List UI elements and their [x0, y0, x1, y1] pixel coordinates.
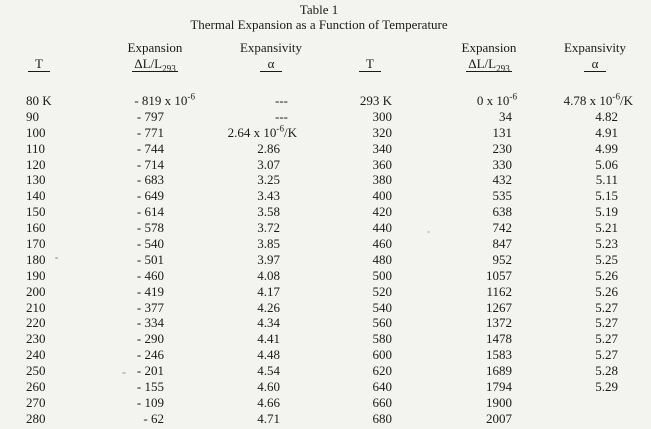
cell-t-left: 230 [26, 331, 46, 347]
cell-expansivity-right: 4.82 [595, 108, 618, 124]
header-t-label: T [28, 56, 50, 72]
cell-expansivity-left: 3.97 [257, 251, 280, 267]
cell-expansivity-right: 5.29 [595, 379, 618, 395]
table-row [0, 363, 651, 379]
cell-expansivity-right: 5.28 [595, 363, 618, 379]
cell-expansion-right: 1794 [486, 379, 512, 395]
cell-t-right: 680 [372, 410, 392, 426]
cell-expansion-right: 1372 [486, 315, 512, 331]
cell-t-left: 180 [26, 251, 46, 267]
cell-expansion-left: - 201 [136, 363, 164, 379]
cell-expansivity-left: 2.64 x $10^{-6}/K$ [227, 123, 297, 140]
cell-t-left: 170 [26, 236, 46, 252]
scan-speck [122, 372, 126, 374]
cell-t-left: 270 [26, 394, 46, 410]
cell-t-left: 200 [26, 283, 46, 299]
header-expansivity-word: Expansivity [563, 40, 627, 55]
cell-expansivity-left: 3.85 [257, 236, 280, 252]
cell-expansion-right: 432 [492, 172, 512, 188]
cell-t-right: 480 [372, 251, 392, 267]
header-alpha-symbol: α [584, 56, 607, 72]
cell-t-right: 300 [372, 108, 392, 124]
table-title: Thermal Expansion as a Function of Temperature [190, 17, 448, 32]
table-row [0, 125, 651, 141]
cell-expansivity-left: 4.60 [257, 379, 280, 395]
cell-expansion-left: - 771 [136, 124, 164, 140]
cell-expansion-right: 847 [492, 236, 512, 252]
scan-speck [427, 231, 430, 233]
cell-expansivity-right: 5.26 [595, 267, 618, 283]
column-header-t-left [13, 40, 65, 72]
header-alpha-symbol: α [260, 56, 283, 72]
cell-t-right: 580 [372, 331, 392, 347]
table-rows [0, 93, 651, 427]
cell-t-right: 440 [372, 220, 392, 236]
table-row [0, 315, 651, 331]
header-expansion-symbol: $\Delta L/L_{293}$ [468, 56, 510, 74]
cell-expansion-left: - 501 [136, 251, 164, 267]
header-spacer [13, 40, 65, 56]
table-row [0, 411, 651, 427]
cell-expansivity-left: 4.17 [257, 283, 280, 299]
cell-expansion-left: - 649 [136, 188, 164, 204]
cell-t-left: 80 K [26, 93, 52, 108]
table-row [0, 331, 651, 347]
table-row [0, 252, 651, 268]
column-header-expansion-right [439, 40, 539, 72]
cell-expansion-left: - 109 [136, 394, 164, 410]
cell-expansivity-right: 5.21 [595, 220, 618, 236]
cell-t-right: 420 [372, 204, 392, 220]
cell-expansivity-right: 5.11 [595, 172, 618, 188]
table-row [0, 395, 651, 411]
cell-expansion-right: 131 [492, 124, 512, 140]
cell-expansivity-left: 4.34 [257, 315, 280, 331]
cell-t-left: 90 [26, 108, 39, 124]
cell-expansion-right: 330 [492, 156, 512, 172]
table-row [0, 268, 651, 284]
cell-t-right: 620 [372, 363, 392, 379]
cell-expansion-right: 2007 [486, 410, 512, 426]
cell-t-right: 380 [372, 172, 392, 188]
cell-expansion-right: 1162 [486, 283, 512, 299]
cell-expansivity-left: 3.43 [257, 188, 280, 204]
cell-expansivity-right: 4.99 [595, 140, 618, 156]
header-expansion-symbol: $\Delta L/L_{293}$ [134, 56, 176, 74]
cell-t-left: 250 [26, 363, 46, 379]
cell-t-left: 190 [26, 267, 46, 283]
cell-t-left: 120 [26, 156, 46, 172]
header-expansivity-word: Expansivity [239, 40, 303, 55]
table-number: Table 1 [299, 2, 339, 17]
column-header-expansivity-right [545, 40, 645, 72]
cell-expansivity-right: 5.15 [595, 188, 618, 204]
cell-t-left: 220 [26, 315, 46, 331]
cell-expansivity-right: 4.78 x $10^{-6}/K$ [563, 91, 633, 108]
cell-expansion-left: - 334 [136, 315, 164, 331]
cell-expansivity-right: 5.27 [595, 299, 618, 315]
cell-expansivity-left: 3.07 [257, 156, 280, 172]
cell-t-left: 280 [26, 410, 46, 426]
cell-t-left: 260 [26, 379, 46, 395]
cell-expansion-right: 1900 [486, 394, 512, 410]
table-row [0, 109, 651, 125]
cell-expansion-right: 742 [492, 220, 512, 236]
cell-t-left: 240 [26, 347, 46, 363]
table-row [0, 188, 651, 204]
cell-expansion-right: 1267 [486, 299, 512, 315]
cell-t-right: 320 [372, 124, 392, 140]
cell-t-right: 500 [372, 267, 392, 283]
cell-expansion-right: 1583 [486, 347, 512, 363]
cell-expansion-left: - 377 [136, 299, 164, 315]
cell-expansion-left: - 155 [136, 379, 164, 395]
cell-expansivity-left: 3.58 [257, 204, 280, 220]
table-row [0, 300, 651, 316]
cell-expansion-left: - 683 [136, 172, 164, 188]
table-row [0, 379, 651, 395]
cell-expansivity-left: 4.54 [257, 363, 280, 379]
cell-t-left: 210 [26, 299, 46, 315]
cell-expansivity-right: 5.23 [595, 236, 618, 252]
cell-expansivity-left: 4.71 [257, 410, 280, 426]
cell-expansion-right: 952 [492, 251, 512, 267]
cell-expansion-right: 1689 [486, 363, 512, 379]
cell-expansivity-left: --- [275, 108, 288, 124]
cell-expansivity-left: 4.41 [257, 331, 280, 347]
cell-expansion-right: 1057 [486, 267, 512, 283]
scan-speck [55, 257, 58, 259]
cell-t-right: 640 [372, 379, 392, 395]
cell-expansivity-left: 4.48 [257, 347, 280, 363]
cell-t-left: 130 [26, 172, 46, 188]
cell-expansion-right: 638 [492, 204, 512, 220]
cell-expansivity-right: 5.27 [595, 331, 618, 347]
cell-expansion-left: - 744 [136, 140, 164, 156]
header-expansion-word: Expansion [461, 40, 517, 55]
column-header-expansivity-left [221, 40, 321, 72]
column-header-t-right [344, 40, 396, 72]
cell-expansivity-left: --- [275, 93, 288, 108]
cell-t-right: 400 [372, 188, 392, 204]
cell-expansion-left: - 419 [136, 283, 164, 299]
cell-t-left: 150 [26, 204, 46, 220]
header-expansion-word: Expansion [127, 40, 183, 55]
table-row [0, 347, 651, 363]
cell-expansion-left: - 819 x $10^{-6}$ [134, 91, 195, 108]
data-table [0, 93, 651, 427]
table-row [0, 172, 651, 188]
cell-expansion-left: - 540 [136, 236, 164, 252]
cell-expansivity-right: 5.26 [595, 283, 618, 299]
cell-expansion-left: - 714 [136, 156, 164, 172]
cell-expansivity-left: 3.72 [257, 220, 280, 236]
cell-t-right: 293 K [359, 93, 392, 108]
header-spacer [344, 40, 396, 56]
header-t-label: T [359, 56, 381, 72]
cell-expansion-right: 0 x $10^{-6}$ [476, 91, 517, 108]
cell-expansion-right: 230 [492, 140, 512, 156]
cell-t-right: 660 [372, 394, 392, 410]
cell-expansion-left: - 614 [136, 204, 164, 220]
cell-expansivity-right: 5.27 [595, 347, 618, 363]
table-row [0, 220, 651, 236]
table-row [0, 93, 651, 109]
cell-t-right: 540 [372, 299, 392, 315]
table-row [0, 284, 651, 300]
cell-t-right: 340 [372, 140, 392, 156]
cell-expansivity-right: 5.19 [595, 204, 618, 220]
cell-expansion-left: - 460 [136, 267, 164, 283]
cell-expansivity-right: 5.25 [595, 251, 618, 267]
table-row [0, 204, 651, 220]
cell-expansion-right: 1478 [486, 331, 512, 347]
cell-expansion-right: 535 [492, 188, 512, 204]
cell-expansivity-left: 3.25 [257, 172, 280, 188]
cell-expansivity-left: 2.86 [257, 140, 280, 156]
cell-expansivity-left: 4.26 [257, 299, 280, 315]
table-row [0, 157, 651, 173]
cell-expansion-left: - 290 [136, 331, 164, 347]
cell-t-left: 100 [26, 124, 46, 140]
cell-expansivity-right: 4.91 [595, 124, 618, 140]
cell-expansivity-left: 4.66 [257, 394, 280, 410]
cell-expansion-left: - 246 [136, 347, 164, 363]
cell-t-right: 460 [372, 236, 392, 252]
cell-t-left: 140 [26, 188, 46, 204]
cell-expansion-left: - 62 [143, 410, 164, 426]
cell-expansion-right: 34 [499, 108, 512, 124]
cell-t-right: 360 [372, 156, 392, 172]
cell-expansivity-right: 5.06 [595, 156, 618, 172]
cell-t-right: 520 [372, 283, 392, 299]
cell-t-right: 560 [372, 315, 392, 331]
cell-expansivity-left: 4.08 [257, 267, 280, 283]
table-row [0, 236, 651, 252]
cell-expansion-left: - 797 [136, 108, 164, 124]
cell-t-left: 110 [26, 140, 46, 156]
cell-expansion-left: - 578 [136, 220, 164, 236]
cell-expansivity-right: 5.27 [595, 315, 618, 331]
cell-t-right: 600 [372, 347, 392, 363]
cell-t-left: 160 [26, 220, 46, 236]
table-row [0, 141, 651, 157]
column-header-expansion-left [105, 40, 205, 72]
